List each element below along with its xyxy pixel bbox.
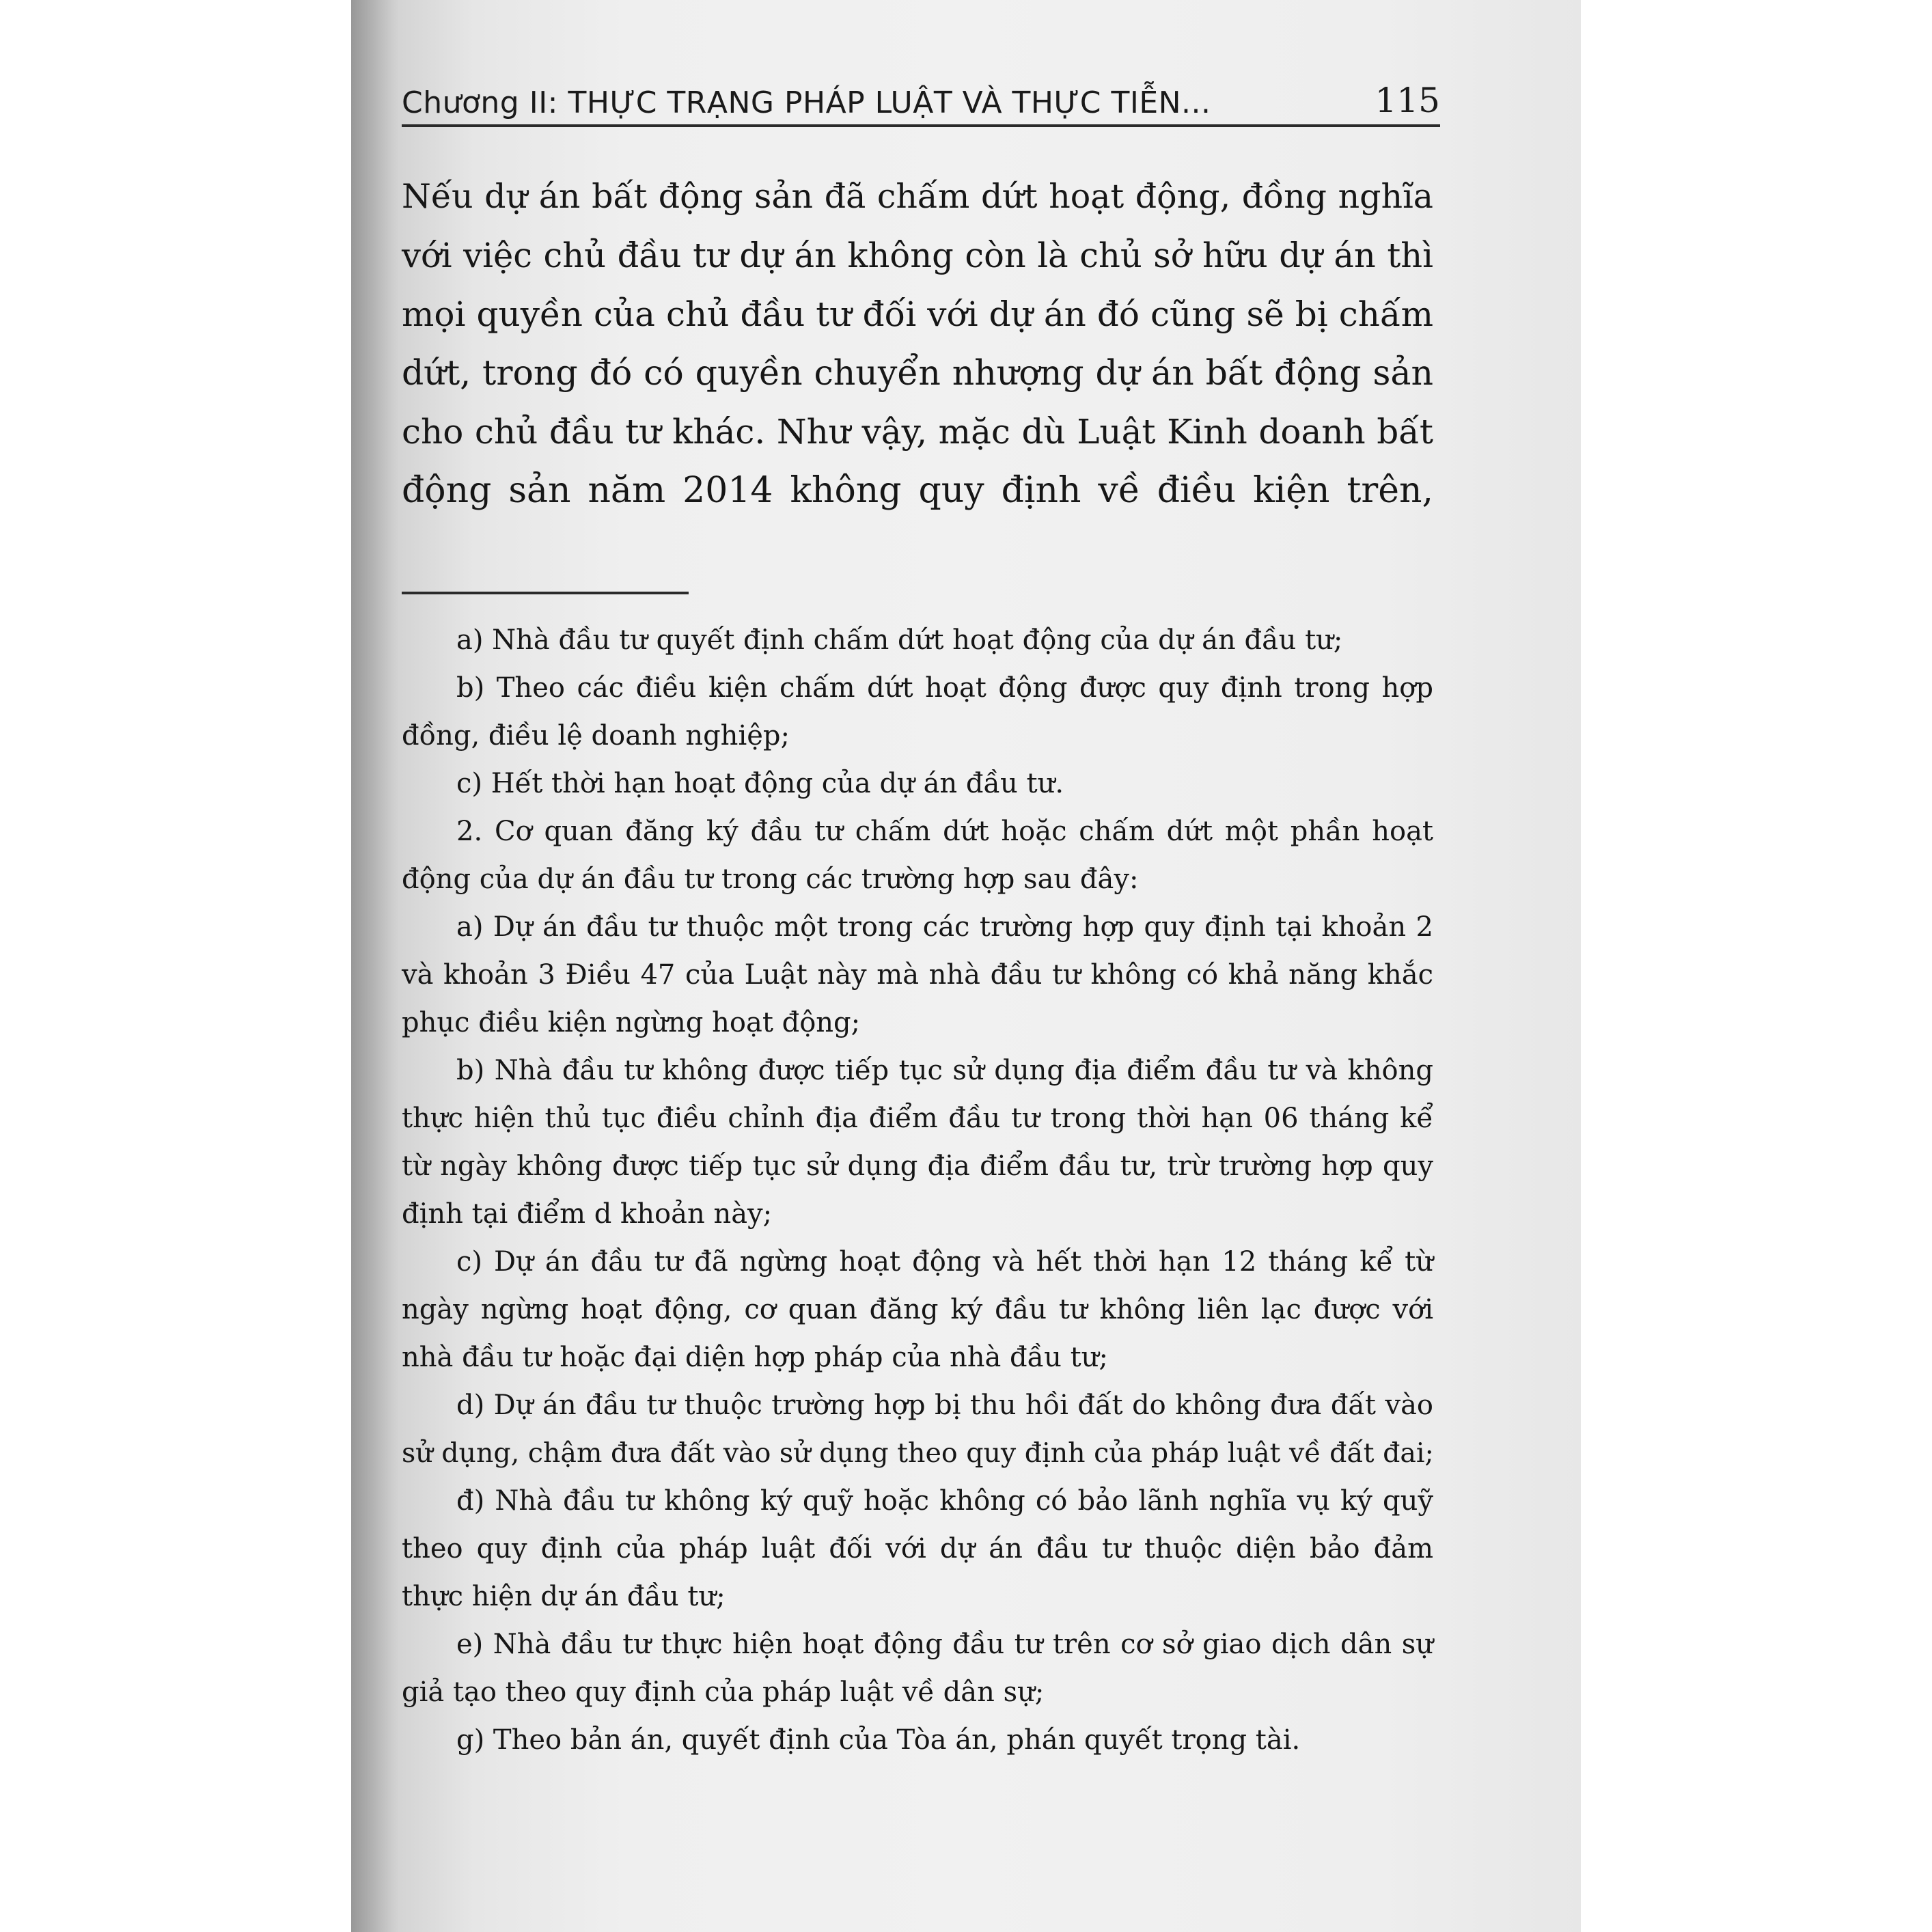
page-number: 115 <box>1375 81 1440 120</box>
footnote-line: c) Dự án đầu tư đã ngừng hoạt động và hết thời hạn 12 tháng kể từ <box>456 1246 1433 1278</box>
main-text-line: với việc chủ đầu tư dự án không còn là chủ sở hữu dự án thì <box>402 236 1433 275</box>
main-text-line: mọi quyền của chủ đầu tư đối với dự án đó cũng sẽ bị chấm <box>402 294 1433 334</box>
footnotes <box>402 616 1433 1764</box>
footnote-line: đồng, điều lệ doanh nghiệp; <box>402 720 790 751</box>
footnote-line: giả tạo theo quy định của pháp luật về dân sự; <box>402 1676 1045 1708</box>
footnote-line: a) Dự án đầu tư thuộc một trong các trường hợp quy định tại khoản 2 <box>456 911 1433 943</box>
footnote-line: thực hiện thủ tục điều chỉnh địa điểm đầu tư trong thời hạn 06 tháng kể <box>402 1103 1433 1134</box>
main-text-line: dứt, trong đó có quyền chuyển nhượng dự án bất động sản <box>402 353 1433 393</box>
page-header <box>402 81 1440 127</box>
footnote-line: động của dự án đầu tư trong các trường hợp sau đây: <box>402 864 1139 895</box>
footnote-line: nhà đầu tư hoặc đại diện hợp pháp của nhà đầu tư; <box>402 1342 1108 1373</box>
footnote-line: a) Nhà đầu tư quyết định chấm dứt hoạt động của dự án đầu tư; <box>456 624 1343 656</box>
footnote-line: đ) Nhà đầu tư không ký quỹ hoặc không có bảo lãnh nghĩa vụ ký quỹ <box>456 1485 1433 1517</box>
main-text-line: động sản năm 2014 không quy định về điều kiện trên, <box>402 470 1433 511</box>
footnote-line: và khoản 3 Điều 47 của Luật này mà nhà đầu tư không có khả năng khắc <box>402 959 1433 991</box>
footnote-line: b) Nhà đầu tư không được tiếp tục sử dụng địa điểm đầu tư và không <box>456 1055 1433 1086</box>
footnote-line: định tại điểm d khoản này; <box>402 1198 773 1230</box>
page-gutter-shadow <box>351 0 399 1932</box>
footnote-line: ngày ngừng hoạt động, cơ quan đăng ký đầu tư không liên lạc được với <box>402 1294 1433 1325</box>
footnote-line: e) Nhà đầu tư thực hiện hoạt động đầu tư trên cơ sở giao dịch dân sự <box>456 1629 1433 1660</box>
footnote-line: sử dụng, chậm đưa đất vào sử dụng theo quy định của pháp luật về đất đai; <box>402 1437 1434 1469</box>
footnote-line: d) Dự án đầu tư thuộc trường hợp bị thu hồi đất do không đưa đất vào <box>456 1390 1433 1421</box>
footnote-line: 2. Cơ quan đăng ký đầu tư chấm dứt hoặc chấm dứt một phần hoạt <box>456 816 1433 847</box>
running-head: Chương II: THỰC TRẠNG PHÁP LUẬT VÀ THỰC TIỄN... <box>402 85 1211 120</box>
footnote-line: theo quy định của pháp luật đối với dự án đầu tư thuộc diện bảo đảm <box>402 1533 1433 1564</box>
main-text-line: Nếu dự án bất động sản đã chấm dứt hoạt động, đồng nghĩa <box>402 177 1433 216</box>
main-text-line: cho chủ đầu tư khác. Như vậy, mặc dù Luật Kinh doanh bất <box>402 412 1433 452</box>
main-paragraph <box>402 167 1433 520</box>
footnote-separator <box>402 592 689 594</box>
footnote-line: từ ngày không được tiếp tục sử dụng địa điểm đầu tư, trừ trường hợp quy <box>402 1150 1433 1182</box>
footnote-line: g) Theo bản án, quyết định của Tòa án, phán quyết trọng tài. <box>456 1724 1301 1756</box>
footnote-line: phục điều kiện ngừng hoạt động; <box>402 1007 861 1038</box>
footnote-line: c) Hết thời hạn hoạt động của dự án đầu tư. <box>456 768 1064 799</box>
footnote-line: b) Theo các điều kiện chấm dứt hoạt động được quy định trong hợp <box>456 672 1433 704</box>
footnote-line: thực hiện dự án đầu tư; <box>402 1581 726 1612</box>
